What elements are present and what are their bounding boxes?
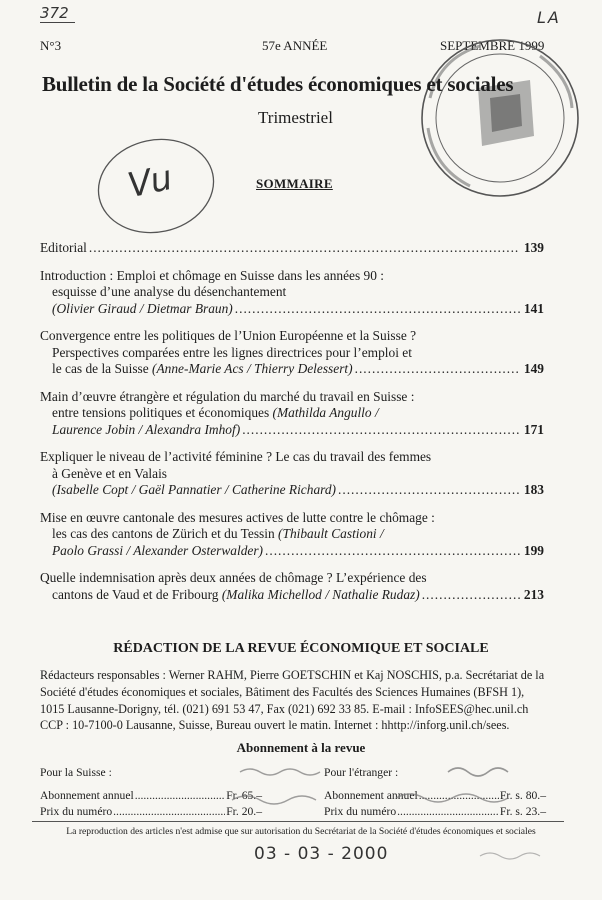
toc-entry xyxy=(40,240,544,257)
toc-text: (Malika Michellod / Nathalie Rudaz) xyxy=(221,586,420,602)
toc-line-text xyxy=(52,587,420,604)
toc-line xyxy=(40,526,544,543)
annual-price: Fr. s. 80.– xyxy=(499,789,546,802)
volume-year: 57e ANNÉE xyxy=(262,38,328,53)
subscription-abroad xyxy=(324,765,546,820)
toc-line xyxy=(40,543,544,560)
toc-dot-leader xyxy=(422,587,520,604)
sommaire-heading: SOMMAIRE xyxy=(256,176,333,191)
toc-text: entre tensions politiques et économiques xyxy=(52,405,273,420)
toc-entry xyxy=(40,449,544,499)
issue-date: SEPTEMBRE 1999 xyxy=(440,38,545,53)
toc-text: (Thibault Castioni / xyxy=(278,526,384,541)
toc-line-text xyxy=(52,361,353,378)
toc-text: (Olivier Giraud / Dietmar Braun) xyxy=(52,300,233,316)
toc-text: le cas de la Suisse xyxy=(52,361,153,376)
toc-entry xyxy=(40,570,544,603)
issue-number: N°3 xyxy=(40,38,62,53)
toc-dot-leader xyxy=(338,482,520,499)
toc-line xyxy=(40,449,544,466)
toc-line xyxy=(40,301,544,318)
footer-divider xyxy=(32,821,564,822)
toc-text: (Isabelle Copt / Gaël Pannatier / Catherine Richard) xyxy=(52,482,337,497)
redaction-line: Rédacteurs responsables : Werner RAHM, Pierre GOETSCHIN et Kaj NOSCHIS, p.a. Secrétariat de la xyxy=(40,668,545,682)
redaction-line: 1015 Lausanne-Dorigny, tél. (021) 691 53 47, Fax (021) 692 33 85. E-mail : InfoSEES@hec.unil.ch xyxy=(40,701,529,716)
toc-line xyxy=(40,268,544,285)
toc-entry xyxy=(40,328,544,378)
toc-line-text xyxy=(52,482,336,499)
toc-line xyxy=(40,570,544,587)
toc-line xyxy=(40,345,544,362)
toc-dot-leader xyxy=(355,361,520,378)
toc-line xyxy=(40,240,544,257)
journal-subtitle: Trimestriel xyxy=(258,108,333,127)
switzerland-issue-row xyxy=(40,804,262,820)
reproduction-notice: La reproduction des articles n'est admise que sur autorisation du Secrétariat de la Société d'études économiques et sociales xyxy=(66,826,536,837)
issue-label: Prix du numéro xyxy=(40,805,113,818)
toc-text: (Anne-Marie Acs / Thierry Delessert) xyxy=(152,361,353,376)
toc-text: (Mathilda Angullo / xyxy=(272,405,379,420)
toc-text: à Genève et en Valais xyxy=(52,465,168,481)
toc-text: Perspectives comparées entre les lignes directrices pour l’emploi et xyxy=(52,344,412,360)
toc-page-number: 139 xyxy=(523,240,544,255)
toc-page-number: 199 xyxy=(523,542,544,558)
toc-line xyxy=(40,405,544,422)
journal-title: Bulletin de la Société d'études économiques et sociales xyxy=(42,72,514,96)
toc-line xyxy=(40,482,544,499)
redaction-line: Société d'études économiques et sociales, Bâtiment des Facultés des Sciences Humaines (BFSH 1), xyxy=(40,684,525,699)
annual-label: Abonnement annuel xyxy=(40,789,134,802)
toc-line xyxy=(40,422,544,439)
vu-handwritten: Vu xyxy=(124,157,176,207)
toc-text: Mise en œuvre cantonale des mesures actives de lutte contre le chômage : xyxy=(40,509,435,525)
subscription-switzerland xyxy=(40,765,262,820)
annual-price: Fr. 65.– xyxy=(226,789,262,802)
toc-line xyxy=(40,587,544,604)
switzerland-annual-row xyxy=(40,788,262,804)
abroad-heading: Pour l'étranger : xyxy=(324,766,399,779)
issue-price: Fr. 20.– xyxy=(226,805,262,818)
handwritten-date: 03 - 03 - 2000 xyxy=(254,844,389,864)
toc-page-number: 149 xyxy=(523,361,544,376)
toc-text: Convergence entre les politiques de l’Union Européenne et la Suisse ? xyxy=(40,328,417,343)
handwritten-initials: LA xyxy=(537,8,561,27)
toc-page-number: 141 xyxy=(523,300,544,316)
toc-line xyxy=(40,361,544,378)
toc-text: les cas des cantons de Zürich et du Tessin xyxy=(52,526,279,541)
toc-page-number: 171 xyxy=(523,421,544,437)
toc-text: Introduction : Emploi et chômage en Suisse dans les années 90 : xyxy=(40,267,384,283)
toc-entry xyxy=(40,268,544,318)
toc-line xyxy=(40,389,544,406)
redaction-title: RÉDACTION DE LA REVUE ÉCONOMIQUE ET SOCIALE xyxy=(113,641,489,656)
toc-text: esquisse d’une analyse du désenchantement xyxy=(52,284,287,299)
toc-dot-leader xyxy=(265,543,520,560)
toc-dot-leader xyxy=(235,301,520,318)
subscription-title: Abonnement à la revue xyxy=(236,740,366,755)
redaction-body xyxy=(40,667,554,734)
toc-text: Quelle indemnisation après deux années de chômage ? L’expérience des xyxy=(40,570,427,585)
toc-line-text xyxy=(52,301,233,318)
toc-text: Expliquer le niveau de l’activité féminine ? Le cas du travail des femmes xyxy=(40,449,432,464)
redaction-line: CCP : 10-7100-0 Lausanne, Suisse, Bureau ouvert le matin. Internet : hhttp://inforg.unil.ch/sees. xyxy=(40,718,510,733)
toc-text: Editorial xyxy=(40,240,87,255)
issue-price: Fr. s. 23.– xyxy=(499,805,546,818)
toc-line xyxy=(40,328,544,345)
toc-line-text xyxy=(52,543,263,560)
toc-dot-leader xyxy=(89,240,520,257)
table-of-contents xyxy=(40,240,544,614)
annual-label: Abonnement annuel xyxy=(324,789,418,802)
toc-line xyxy=(40,284,544,301)
date-stamp-scribble-icon xyxy=(0,0,1,1)
toc-line xyxy=(40,510,544,527)
toc-dot-leader xyxy=(242,422,520,439)
toc-line-text xyxy=(40,240,87,257)
toc-text: Laurence Jobin / Alexandra Imhof) xyxy=(52,421,241,437)
toc-entry xyxy=(40,389,544,439)
toc-page-number: 213 xyxy=(523,586,544,602)
issue-label: Prix du numéro xyxy=(324,805,397,818)
toc-line-text xyxy=(52,422,240,439)
toc-page-number: 183 xyxy=(523,482,544,497)
abroad-issue-row xyxy=(324,804,546,820)
toc-entry xyxy=(40,510,544,560)
toc-text: Main d’œuvre étrangère et régulation du marché du travail en Suisse : xyxy=(40,388,415,404)
toc-text: cantons de Vaud et de Fribourg xyxy=(52,586,222,602)
toc-text: Paolo Grassi / Alexander Osterwalder) xyxy=(52,542,264,558)
switzerland-heading: Pour la Suisse : xyxy=(40,766,112,779)
toc-line xyxy=(40,466,544,483)
handwritten-number: 372 xyxy=(40,4,75,23)
